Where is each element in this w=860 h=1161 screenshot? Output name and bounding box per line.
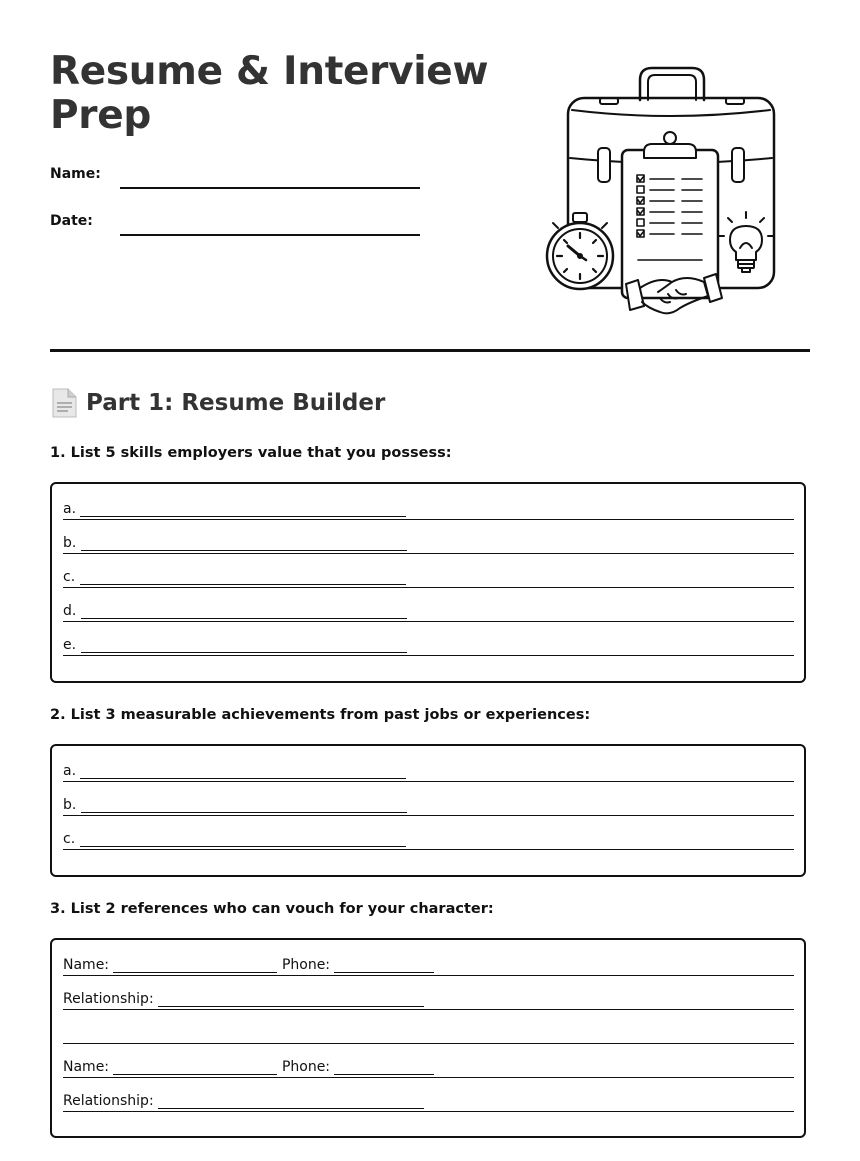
name-field[interactable]: [120, 187, 420, 189]
question-2-prompt: 2. List 3 measurable achievements from past jobs or experiences:: [50, 707, 591, 723]
blank-separator-line[interactable]: [63, 1010, 794, 1044]
section-heading: [50, 388, 385, 418]
achievements-answer-box: [50, 744, 806, 877]
relationship-label: Relationship:: [63, 991, 154, 1007]
phone-label: Phone:: [281, 957, 331, 973]
page-title: Resume & Interview Prep: [50, 49, 489, 138]
date-field[interactable]: [120, 234, 420, 236]
skill-line-b[interactable]: [63, 520, 794, 554]
item-letter: b.: [63, 797, 77, 813]
skill-line-a[interactable]: [63, 486, 794, 520]
item-letter: a.: [63, 763, 77, 779]
reference-1-relationship-line[interactable]: [63, 976, 794, 1010]
name-label: Name:: [63, 1059, 110, 1075]
name-label: Name:: [63, 957, 110, 973]
skill-line-e[interactable]: [63, 622, 794, 656]
skills-answer-box: [50, 482, 806, 683]
date-label: Date:: [50, 213, 93, 229]
briefcase-checklist-illustration: [540, 62, 790, 317]
achievement-line-c[interactable]: [63, 816, 794, 850]
skill-line-c[interactable]: [63, 554, 794, 588]
item-letter: b.: [63, 535, 77, 551]
item-letter: c.: [63, 569, 76, 585]
item-letter: a.: [63, 501, 77, 517]
question-1-prompt: 1. List 5 skills employers value that you possess:: [50, 445, 452, 461]
achievement-line-a[interactable]: [63, 748, 794, 782]
name-label: Name:: [50, 166, 101, 182]
document-icon: [50, 388, 78, 418]
reference-2-relationship-line[interactable]: [63, 1078, 794, 1112]
item-letter: d.: [63, 603, 77, 619]
item-letter: c.: [63, 831, 76, 847]
relationship-label: Relationship:: [63, 1093, 154, 1109]
skill-line-d[interactable]: [63, 588, 794, 622]
question-3-prompt: 3. List 2 references who can vouch for your character:: [50, 901, 494, 917]
header-divider: [50, 349, 810, 352]
part1-title: Part 1: Resume Builder: [86, 390, 386, 416]
reference-1-name-line[interactable]: [63, 942, 794, 976]
item-letter: e.: [63, 637, 77, 653]
reference-2-name-line[interactable]: [63, 1044, 794, 1078]
references-answer-box: [50, 938, 806, 1138]
phone-label: Phone:: [281, 1059, 331, 1075]
achievement-line-b[interactable]: [63, 782, 794, 816]
